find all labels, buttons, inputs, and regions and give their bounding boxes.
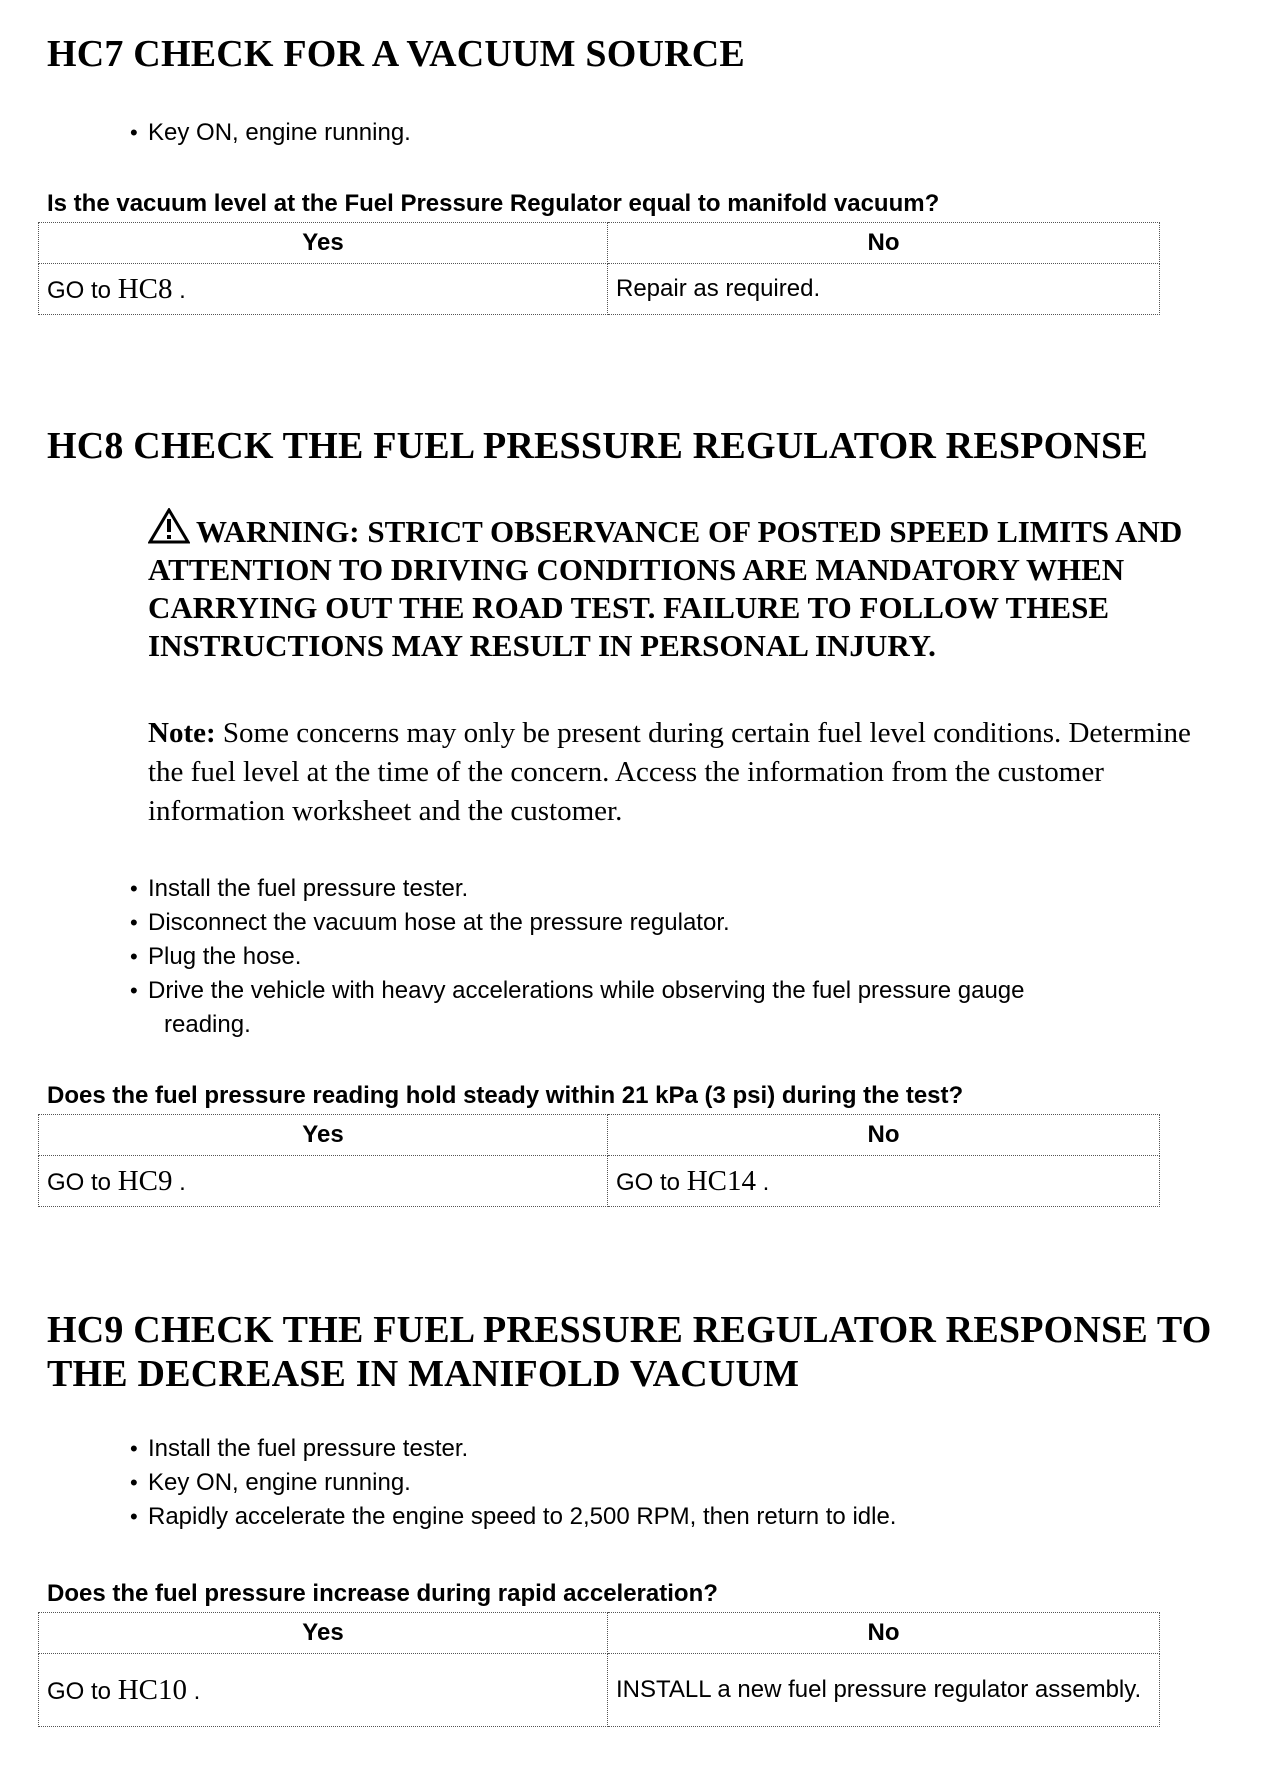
yes-header: Yes (39, 223, 608, 264)
hc9-question: Does the fuel pressure increase during rapid acceleration? (47, 1580, 718, 1607)
hc7-question: Is the vacuum level at the Fuel Pressure Regulator equal to manifold vacuum? (47, 190, 940, 217)
no-header: No (608, 223, 1160, 264)
hc9-heading: HC9 CHECK THE FUEL PRESSURE REGULATOR RESPONSE TO THE DECREASE IN MANIFOLD VACUUM (47, 1309, 1212, 1395)
list-item: • Key ON, engine running. (130, 1466, 896, 1500)
warning-block (148, 508, 1208, 665)
note-label: Note: (148, 717, 216, 749)
list-item: • Install the fuel pressure tester. (130, 1432, 896, 1466)
hc7-bullet-list (130, 116, 411, 150)
list-item: • Key ON, engine running. (130, 116, 411, 150)
list-item: • Rapidly accelerate the engine speed to 2,500 RPM, then return to idle. (130, 1500, 896, 1534)
no-header: No (608, 1115, 1160, 1156)
warning-triangle-icon (148, 508, 190, 544)
list-item: • Install the fuel pressure tester. (130, 872, 1210, 906)
hc8-heading: HC8 CHECK THE FUEL PRESSURE REGULATOR RESPONSE (47, 425, 1148, 467)
hc8-answer-table (38, 1114, 1160, 1207)
yes-cell: GO to HC8 . (39, 264, 608, 315)
warning-text: WARNING: STRICT OBSERVANCE OF POSTED SPEED LIMITS AND ATTENTION TO DRIVING CONDITIONS ARE MANDATORY WHEN CARRYING OUT THE ROAD TEST. FAILURE TO FOLLOW THESE INSTRUCTIONS MAY RESULT IN PERSONAL INJURY. (148, 514, 1183, 663)
hc9-bullet-list (130, 1432, 896, 1534)
hc7-heading: HC7 CHECK FOR A VACUUM SOURCE (47, 33, 745, 75)
no-cell: INSTALL a new fuel pressure regulator assembly. (608, 1654, 1160, 1727)
list-item: • Plug the hose. (130, 940, 1210, 974)
yes-cell: GO to HC10 . (39, 1654, 608, 1727)
list-item: • Disconnect the vacuum hose at the pressure regulator. (130, 906, 1210, 940)
hc10-link[interactable]: HC10 (117, 1673, 187, 1706)
yes-cell: GO to HC9 . (39, 1156, 608, 1207)
hc8-bullet-list (130, 872, 1210, 1042)
yes-header: Yes (39, 1115, 608, 1156)
note-text: Some concerns may only be present during certain fuel level conditions. Determine the fuel level at the time of the concern. Access the information from the customer information worksheet and the customer. (148, 717, 1191, 827)
yes-header: Yes (39, 1613, 608, 1654)
hc8-question: Does the fuel pressure reading hold steady within 21 kPa (3 psi) during the test? (47, 1082, 964, 1109)
hc9-answer-table (38, 1612, 1160, 1727)
list-item: • Drive the vehicle with heavy accelerations while observing the fuel pressure gauge reading. (130, 974, 1210, 1042)
hc9-link[interactable]: HC9 (117, 1164, 173, 1197)
no-cell: Repair as required. (608, 264, 1160, 315)
no-cell: GO to HC14 . (608, 1156, 1160, 1207)
hc7-answer-table (38, 222, 1160, 315)
hc8-link[interactable]: HC8 (117, 272, 173, 305)
no-header: No (608, 1613, 1160, 1654)
note-block (148, 714, 1228, 831)
hc14-link[interactable]: HC14 (686, 1164, 756, 1197)
